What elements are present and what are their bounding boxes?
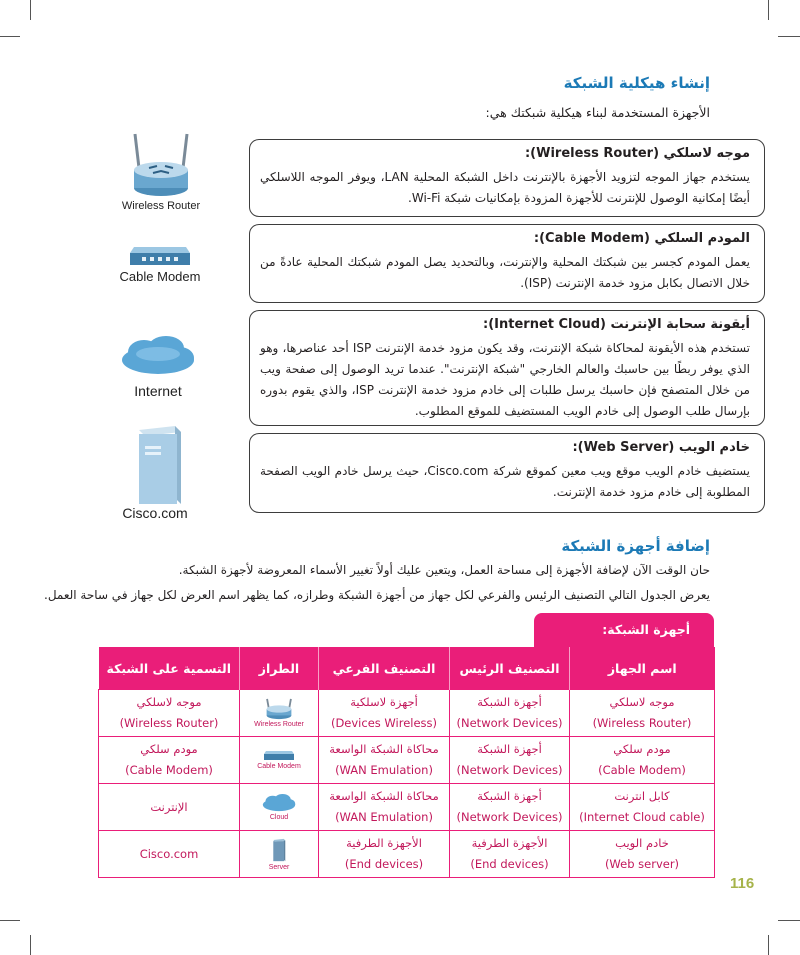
crop-mark xyxy=(0,920,20,921)
device-name-cell: موجه لاسلكي (Wireless Router) xyxy=(570,690,715,737)
device-card-wireless-router xyxy=(249,139,765,217)
table-row xyxy=(99,831,715,878)
section-title: إضافة أجهزة الشبكة xyxy=(561,537,710,555)
sub-category-cell: الأجهزة الطرفية (End devices) xyxy=(319,831,450,878)
section2-paragraph-1: حان الوقت الآن لإضافة الأجهزة إلى مساحة العمل، ويتعين عليك أولاً تغيير الأسماء المعروضة لأجهزة الشبكة. xyxy=(178,563,710,577)
crop-mark xyxy=(0,36,20,37)
network-label-cell: الإنترنت xyxy=(99,784,240,831)
table-header-row xyxy=(99,647,715,690)
device-name-cell: كابل انترنت (Internet Cloud cable) xyxy=(570,784,715,831)
device-name-cell: خادم الويب (Web server) xyxy=(570,831,715,878)
main-category-cell: الأجهزة الطرفية (End devices) xyxy=(450,831,570,878)
model-cell: Cloud xyxy=(240,784,319,831)
crop-mark xyxy=(768,935,769,955)
table-row xyxy=(99,784,715,831)
sub-category-cell: أجهزة لاسلكية (Devices Wireless) xyxy=(319,690,450,737)
device-name-cell: مودم سلكي (Cable Modem) xyxy=(570,737,715,784)
network-label-cell: مودم سلكي (Cable Modem) xyxy=(99,737,240,784)
section2-paragraph-2: يعرض الجدول التالي التصنيف الرئيس والفرعي لكل جهاز من أجهزة الشبكة وطرازه، كما يظهر اسم العرض لكل جهاز في ساحة العمل. xyxy=(44,588,710,602)
column-header: التصنيف الفرعي xyxy=(319,647,450,690)
cable-modem-icon xyxy=(262,749,296,762)
column-header: التسمية على الشبكة xyxy=(99,647,240,690)
column-header: الطراز xyxy=(240,647,319,690)
device-heading: أيقونة سحابة الإنترنت (Internet Cloud): xyxy=(483,317,750,332)
crop-mark xyxy=(778,36,800,37)
main-category-cell: أجهزة الشبكة (Network Devices) xyxy=(450,737,570,784)
device-card-internet-cloud xyxy=(249,310,765,426)
wireless-router-icon xyxy=(265,698,293,720)
device-heading: المودم السلكي (Cable Modem): xyxy=(533,231,750,246)
device-description: يعمل المودم كجسر بين شبكتك المحلية والإنترنت، وبالتحديد يصل المودم شبكتك المحلية عادةً من خلال الاتصال بكابل مزود خدمة الإنترنت (ISP). xyxy=(260,255,750,290)
page-number: 116 xyxy=(730,875,755,892)
device-card-cable-modem xyxy=(249,224,765,303)
cisco-label: Cisco.com xyxy=(122,505,188,521)
model-cell: Server xyxy=(240,831,319,878)
device-heading: خادم الويب (Web Server): xyxy=(572,440,750,455)
cloud-icon xyxy=(261,793,297,813)
sub-category-cell: محاكاة الشبكة الواسعة (WAN Emulation) xyxy=(319,737,450,784)
section-title: إنشاء هيكلية الشبكة xyxy=(563,74,710,92)
intro-text: الأجهزة المستخدمة لبناء هيكلية شبكتك هي: xyxy=(485,105,710,120)
model-cell: Cable Modem xyxy=(240,737,319,784)
table-tag: أجهزة الشبكة: xyxy=(534,613,714,647)
server-icon xyxy=(271,837,287,863)
main-category-cell: أجهزة الشبكة (Network Devices) xyxy=(450,784,570,831)
model-cell: Wireless Router xyxy=(240,690,319,737)
server-icon xyxy=(131,424,187,506)
sub-category-cell: محاكاة الشبكة الواسعة (WAN Emulation) xyxy=(319,784,450,831)
crop-mark xyxy=(778,920,800,921)
internet-label: Internet xyxy=(134,383,182,399)
table-row xyxy=(99,737,715,784)
column-header: التصنيف الرئيس xyxy=(450,647,570,690)
device-description: يستخدم جهاز الموجه لتزويد الأجهزة بالإنترنت داخل الشبكة المحلية LAN، ويوفر الموجه اللاسلكي أيضًا إمكانية الوصول للإنترنت للأجهزة المزودة بإمكانيات شبكة Wi-Fi. xyxy=(260,170,750,205)
table-row xyxy=(99,690,715,737)
device-description: تستخدم هذه الأيقونة لمحاكاة شبكة الإنترنت، وقد يكون مزود خدمة الإنترنت ISP أحد عناصرها، وهو الذي يوفر ربطًا بين حاسبك والعالم الخارجي "شبكة الإنترنت". عندما تريد الوصول إلى صفحة ويب من خلال المتصفح فإن حاسبك يرسل طلبات إلى خادم مزود خدمة الإنترنت ISP، والذي يقوم بدوره بإرسال طلب الوصول إلى خادم الويب المستضيف للموقع المطلوب. xyxy=(260,341,750,418)
cable-modem-label: Cable Modem xyxy=(119,269,201,284)
devices-table xyxy=(98,647,715,878)
device-heading: موجه لاسلكي (Wireless Router): xyxy=(524,146,750,161)
device-description: يستضيف خادم الويب موقع ويب معين كموقع شركة Cisco.com، حيث يرسل خادم الويب الصفحة المطلوبة إلى خادم مزود خدمة الإنترنت. xyxy=(260,464,750,499)
network-label-cell: Cisco.com xyxy=(99,831,240,878)
wireless-router-icon xyxy=(131,130,191,200)
column-header: اسم الجهاز xyxy=(570,647,715,690)
crop-mark xyxy=(30,0,31,20)
network-label-cell: موجه لاسلكي (Wireless Router) xyxy=(99,690,240,737)
crop-mark xyxy=(768,0,769,20)
wireless-router-label: Wireless Router xyxy=(121,200,201,212)
device-card-web-server xyxy=(249,433,765,513)
main-category-cell: أجهزة الشبكة (Network Devices) xyxy=(450,690,570,737)
cable-modem-icon xyxy=(128,243,192,269)
crop-mark xyxy=(30,935,31,955)
cloud-icon xyxy=(118,334,198,378)
